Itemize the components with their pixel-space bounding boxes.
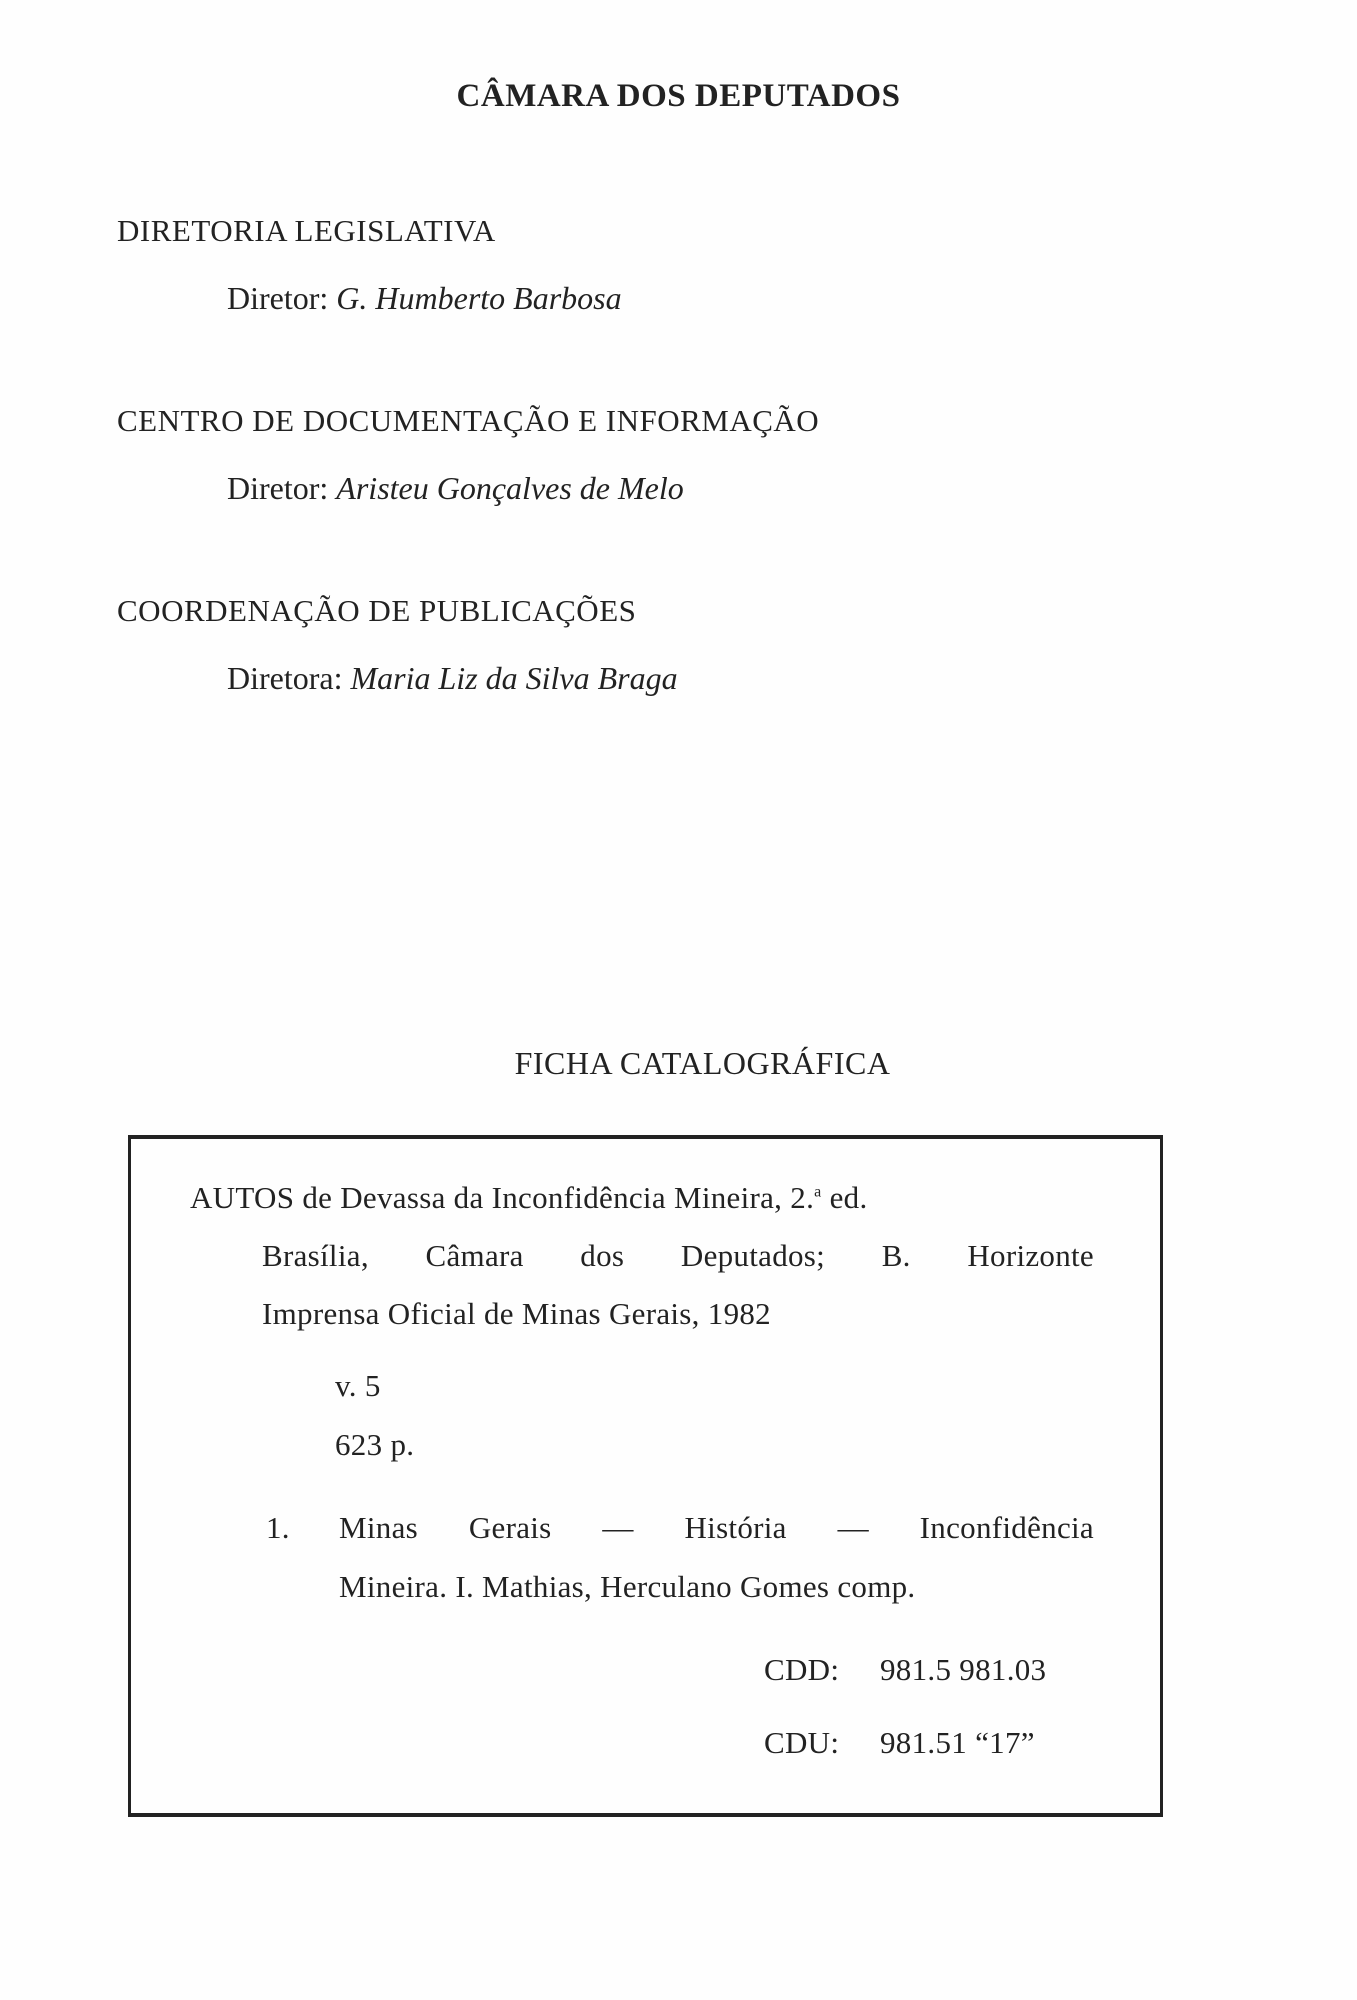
director-line-diretoria-legislativa	[227, 280, 622, 317]
subject-line-1: Minas Gerais — História — Inconfidência	[339, 1510, 1094, 1545]
director-name: Maria Liz da Silva Braga	[350, 660, 678, 696]
catalog-entry-line-3: Imprensa Oficial de Minas Gerais, 1982	[262, 1296, 771, 1331]
catalog-volume: v. 5	[335, 1368, 381, 1403]
page-title: CÂMARA DOS DEPUTADOS	[456, 78, 901, 114]
section-title-centro-documentacao: CENTRO DE DOCUMENTAÇÃO E INFORMAÇÃO	[117, 403, 820, 438]
cdu-label: CDU:	[764, 1725, 840, 1760]
director-role: Diretor:	[227, 470, 329, 506]
subject-line-2: Mineira. I. Mathias, Herculano Gomes comp.	[339, 1569, 916, 1604]
director-role: Diretora:	[227, 660, 343, 696]
section-title-coordenacao-publicacoes: COORDENAÇÃO DE PUBLICAÇÕES	[117, 593, 637, 628]
section-title-diretoria-legislativa: DIRETORIA LEGISLATIVA	[117, 213, 496, 248]
catalog-entry-line-1	[190, 1180, 868, 1216]
director-role: Diretor:	[227, 280, 329, 316]
edition-suffix: ed.	[821, 1180, 868, 1215]
catalog-entry-line-2: Brasília, Câmara dos Deputados; B. Horizonte	[262, 1238, 1094, 1273]
cdd-label: CDD:	[764, 1652, 840, 1687]
cdu-value: 981.51 “17”	[880, 1725, 1035, 1760]
director-name: G. Humberto Barbosa	[336, 280, 622, 316]
subject-number: 1.	[266, 1510, 290, 1545]
edition-ordinal: a	[814, 1183, 822, 1201]
cdd-value: 981.5 981.03	[880, 1652, 1047, 1687]
director-line-coordenacao-publicacoes	[227, 660, 678, 697]
director-line-centro-documentacao	[227, 470, 684, 507]
catalog-pages: 623 p.	[335, 1427, 415, 1462]
ficha-title: FICHA CATALOGRÁFICA	[514, 1045, 891, 1081]
catalog-entry-main: AUTOS de Devassa da Inconfidência Mineira, 2.	[190, 1180, 815, 1215]
director-name: Aristeu Gonçalves de Melo	[336, 470, 684, 506]
